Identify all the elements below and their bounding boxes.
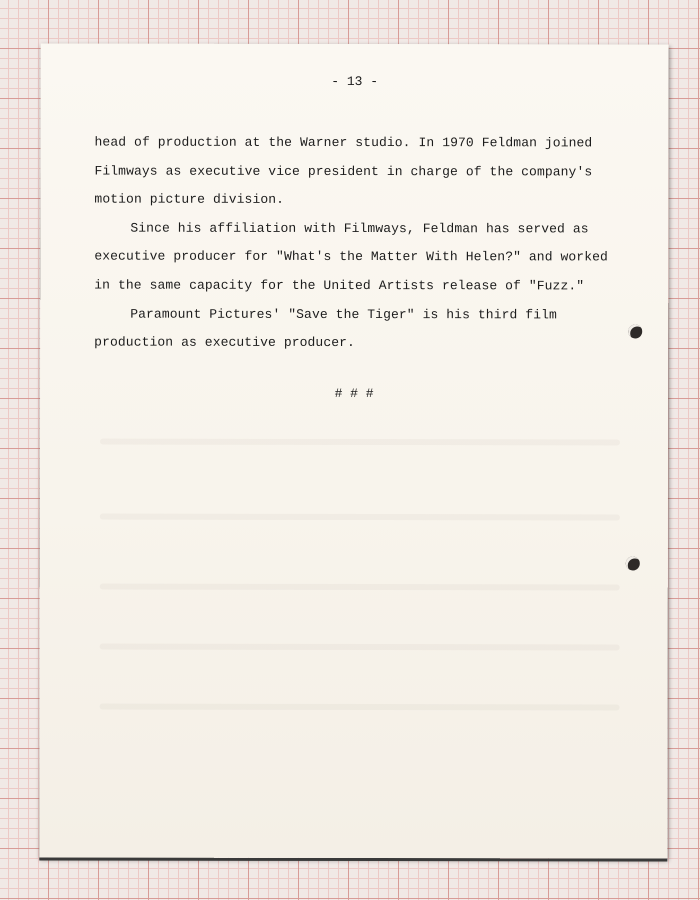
body-text	[94, 129, 614, 359]
document-page	[39, 43, 668, 858]
bleed-through	[100, 439, 620, 446]
paragraph: head of production at the Warner studio. In 1970 Feldman joined Filmways as executive vice president in charge of the company's motion picture division.	[94, 134, 593, 208]
bleed-through	[100, 704, 620, 711]
punch-hole	[628, 324, 642, 338]
bleed-through	[100, 514, 620, 521]
bleed-through	[100, 644, 620, 651]
paragraph: Since his affiliation with Filmways, Feldman has served as executive producer for "What's the Matter With Helen?" and worked in the same capacity for the United Artists release of "Fuzz."	[94, 220, 608, 294]
paragraph: Paramount Pictures' "Save the Tiger" is his third film production as executive producer.	[94, 306, 557, 351]
page-number: - 13 -	[331, 73, 379, 90]
bleed-through	[100, 584, 620, 591]
end-mark: # # #	[334, 385, 374, 402]
punch-hole	[626, 556, 640, 570]
